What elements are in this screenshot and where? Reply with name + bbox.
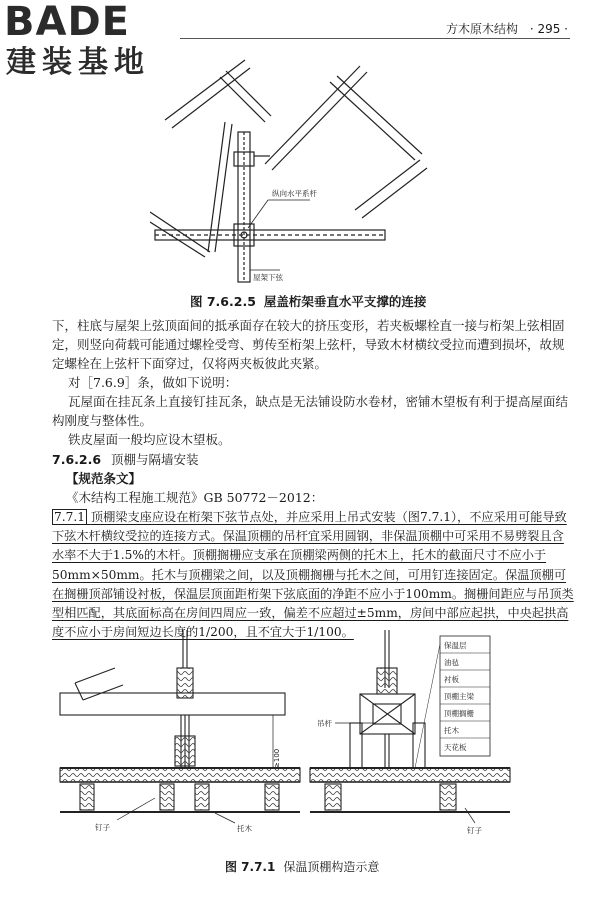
label-ledger: 托木 — [237, 824, 252, 833]
norm-source: 《木结构工程施工规范》GB 50772－2012： — [66, 490, 324, 505]
header-rule — [180, 38, 570, 39]
logo-wordmark: BADE — [4, 0, 130, 45]
figure1-caption — [190, 292, 426, 310]
label-hanger-rod: 吊杆 — [317, 719, 332, 728]
legend-ledger: 托木 — [444, 726, 459, 735]
paragraph-4: 铁皮屋面一般均应设木望板。 — [68, 432, 231, 447]
dimension-100: ≥100 — [273, 748, 281, 768]
label-lower-chord: 屋架下弦 — [253, 273, 283, 282]
section-heading — [52, 450, 199, 468]
norm-heading: 【规范条文】 — [66, 471, 142, 486]
book-title: 方木原木结构 — [445, 22, 518, 36]
legend-ceiling-board: 天花板 — [444, 743, 467, 752]
paragraph-3: 瓦屋面在挂瓦条上直接钉挂瓦条，缺点是无法铺设防水卷材，密铺木望板有利于提高屋面结构刚度与整体性。 — [52, 394, 569, 428]
running-header — [438, 20, 568, 37]
label-longitudinal-tie: 纵向水平系杆 — [272, 189, 317, 198]
figure2-number: 图 7.7.1 — [225, 860, 276, 874]
paragraph-2: 对［7.6.9］条，做如下说明： — [68, 375, 238, 390]
figure1-number: 图 7.6.2.5 — [190, 294, 256, 309]
logo-tagline: 建装基地 — [6, 45, 150, 80]
figure1-title: 屋盖桁架垂直水平支撑的连接 — [263, 294, 427, 309]
paragraph-1: 下，柱底与屋架上弦顶面间的抵承面存在较大的挤压变形，若夹板螺栓直一接与桁架上弦相固定，则竖向荷载可能通过螺栓受弯、剪传至桁架上弦杆，导致木材横纹受拉而遭到损坏，故规定螺栓在上弦杆下面穿过，仅将两夹板彼此夹紧。 — [52, 318, 565, 371]
section-number: 7.6.2.6 — [52, 452, 102, 467]
legend-lining-board: 衬板 — [444, 675, 459, 684]
figure-insulated-ceiling — [55, 628, 555, 858]
page-number: · 295 · — [529, 22, 568, 36]
label-nail-left: 钉子 — [95, 823, 110, 832]
clause-number: 7.7.1 — [54, 510, 86, 524]
label-nail-right: 钉子 — [467, 826, 482, 835]
figure2-caption — [225, 858, 379, 875]
section-title: 顶棚与隔墙安装 — [111, 452, 199, 467]
legend-insulation: 保温层 — [444, 641, 467, 650]
legend-joist: 顶棚搁栅 — [444, 709, 474, 718]
norm-clause — [52, 508, 574, 642]
figure-truss-bracing — [150, 52, 450, 287]
legend-main-beam: 顶棚主梁 — [444, 692, 474, 701]
clause-text: 顶棚梁支座应设在桁架下弦节点处，并应采用上吊式安装（图7.7.1），不应采用可能导致下弦木杆横纹受拉的连接方式。保温顶棚的吊杆宜采用圆钢，非保温顶棚中可采用不易劈裂且含水率不大于1.5%的木杆。顶棚搁栅应支承在顶棚梁两侧的托木上，托木的截面尺寸不应小于50mm×50mm。托木与顶棚梁之间，以及顶棚搁栅与托木之间，可用钉连接固定。保温顶棚可在搁栅顶部铺设衬板，保温层顶面距桁架下弦底面的净距不应小于100mm。搁栅间距应与吊顶类型相匹配，其底面标高在房间四周应一致，偏差不应超过±5mm，房间中部应起拱，中央起拱高度不应小于房间短边长度的1/200，且不宜大于1/100。 — [52, 510, 574, 640]
figure2-title: 保温顶棚构造示意 — [283, 860, 380, 874]
legend-felt: 油毡 — [444, 658, 459, 667]
